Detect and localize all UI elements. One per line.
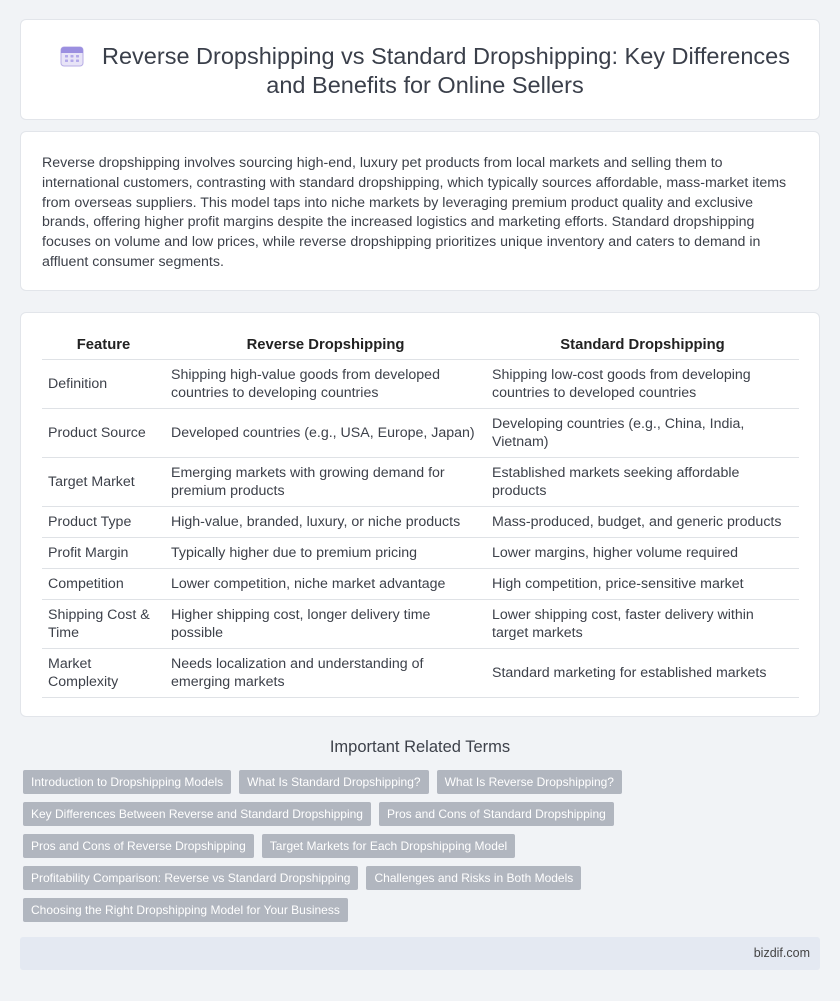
table-row	[42, 599, 799, 648]
feature-cell: Competition	[42, 568, 165, 599]
standard-cell: High competition, price-sensitive market	[486, 568, 799, 599]
table-row	[42, 457, 799, 506]
standard-cell: Shipping low-cost goods from developing countries to developed countries	[486, 359, 799, 408]
reverse-cell: Needs localization and understanding of emerging markets	[165, 648, 486, 697]
related-terms-heading: Important Related Terms	[329, 738, 511, 756]
feature-cell: Shipping Cost & Time	[42, 599, 165, 648]
tag-row	[23, 770, 823, 794]
table-row	[42, 648, 799, 697]
related-term-link[interactable]: Pros and Cons of Standard Dropshipping	[379, 802, 614, 826]
title-card	[20, 19, 820, 120]
calendar-icon	[60, 45, 84, 67]
column-header-reverse: Reverse Dropshipping	[165, 335, 486, 359]
intro-paragraph: Reverse dropshipping involves sourcing high-end, luxury pet products from local markets and selling them to international customers, contrasting with standard dropshipping, which typically sources affordable, mass-market items from overseas suppliers. This model taps into niche markets by leveraging premium product quality and exclusive brands, offering higher profit margins despite the increased logistics and marketing efforts. Standard dropshipping focuses on volume and low prices, while reverse dropshipping prioritizes unique inventory and caters to demand in affluent consumer segments.	[42, 155, 787, 270]
standard-cell: Lower shipping cost, faster delivery within target markets	[486, 599, 799, 648]
standard-cell: Mass-produced, budget, and generic products	[486, 506, 799, 537]
related-term-link[interactable]: Choosing the Right Dropshipping Model for Your Business	[23, 898, 348, 922]
footer	[20, 937, 820, 970]
related-term-link[interactable]: Key Differences Between Reverse and Standard Dropshipping	[23, 802, 371, 826]
reverse-cell: Typically higher due to premium pricing	[165, 537, 486, 568]
feature-cell: Product Source	[42, 408, 165, 457]
intro-card	[20, 131, 820, 291]
tag-row	[23, 834, 823, 858]
feature-cell: Profit Margin	[42, 537, 165, 568]
standard-cell: Established markets seeking affordable products	[486, 457, 799, 506]
related-terms-list	[23, 770, 823, 930]
tag-row	[23, 898, 823, 922]
table-row	[42, 359, 799, 408]
column-header-feature: Feature	[42, 335, 165, 359]
feature-cell: Definition	[42, 359, 165, 408]
feature-cell: Market Complexity	[42, 648, 165, 697]
table-row	[42, 506, 799, 537]
standard-cell: Standard marketing for established markets	[486, 648, 799, 697]
table-row	[42, 408, 799, 457]
table-row	[42, 568, 799, 599]
standard-cell: Lower margins, higher volume required	[486, 537, 799, 568]
comparison-card	[20, 312, 820, 717]
page-heading	[51, 42, 799, 100]
reverse-cell: Lower competition, niche market advantage	[165, 568, 486, 599]
reverse-cell: High-value, branded, luxury, or niche products	[165, 506, 486, 537]
related-term-link[interactable]: Challenges and Risks in Both Models	[366, 866, 581, 890]
page-title: Reverse Dropshipping vs Standard Dropshipping: Key Differences and Benefits for Online Sellers	[102, 43, 790, 98]
table-header-row	[42, 335, 799, 359]
table-row	[42, 537, 799, 568]
footer-site-link[interactable]: bizdif.com	[753, 946, 810, 960]
column-header-standard: Standard Dropshipping	[486, 335, 799, 359]
related-term-link[interactable]: What Is Standard Dropshipping?	[239, 770, 428, 794]
related-term-link[interactable]: Introduction to Dropshipping Models	[23, 770, 231, 794]
reverse-cell: Developed countries (e.g., USA, Europe, Japan)	[165, 408, 486, 457]
reverse-cell: Emerging markets with growing demand for premium products	[165, 457, 486, 506]
tag-row	[23, 802, 823, 826]
standard-cell: Developing countries (e.g., China, India, Vietnam)	[486, 408, 799, 457]
related-term-link[interactable]: Profitability Comparison: Reverse vs Standard Dropshipping	[23, 866, 358, 890]
reverse-cell: Shipping high-value goods from developed countries to developing countries	[165, 359, 486, 408]
tag-row	[23, 866, 823, 890]
related-term-link[interactable]: Target Markets for Each Dropshipping Model	[262, 834, 515, 858]
comparison-table	[42, 335, 799, 698]
reverse-cell: Higher shipping cost, longer delivery time possible	[165, 599, 486, 648]
feature-cell: Product Type	[42, 506, 165, 537]
related-term-link[interactable]: What Is Reverse Dropshipping?	[437, 770, 622, 794]
related-term-link[interactable]: Pros and Cons of Reverse Dropshipping	[23, 834, 254, 858]
feature-cell: Target Market	[42, 457, 165, 506]
